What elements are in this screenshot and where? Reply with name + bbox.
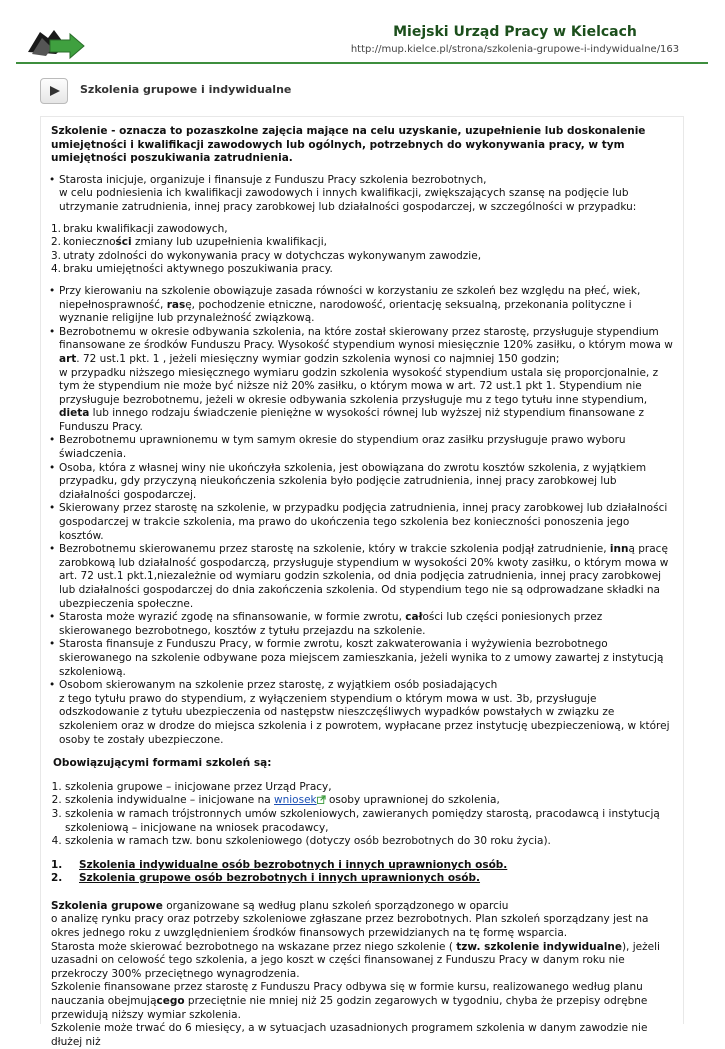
list-item: 3. szkolenia w ramach trójstronnych umów szkoleniowych, zawieranych pomiędzy starostą, pracodawcą i instytucją szkoleniową – inicjowane na wniosek pracodawcy, (65, 808, 673, 835)
section-arrow-button[interactable] (40, 78, 68, 104)
list-item: • Osoba, która z własnej winy nie ukończyła szkolenia, jest obowiązana do zwrotu kosztów szkolenia, z wyjątkiem przypadku, gdy przyczyną nieukończenia szkolenia było podjęcie zatrudnienia, innej pracy zarobkowej lub działalności gospodarczej. (51, 462, 673, 503)
cases-list (51, 223, 673, 277)
list-item: • Przy kierowaniu na szkolenie obowiązuje zasada równości w korzystaniu ze szkoleń bez względu na płeć, wiek, niepełnosprawność, rasę, pochodzenie etniczne, narodowość, orientację seksualną, przekonania polityczne i wyznanie religijne lub przynależność związkową. (51, 285, 673, 326)
list-item: • Starosta inicjuje, organizuje i finansuje z Funduszu Pracy szkolenia bezrobotnych, w celu podniesienia ich kwalifikacji zawodowych i innych kwalifikacji, zwiększających szansę na podjęcie lub utrzymanie zatrudnienia, innej pracy zarobkowej lub działalności gospodarczej, w szczególności w przypadku: (51, 174, 673, 215)
list-item: 2. szkolenia indywidualne – inicjowane na wniosek osoby uprawnionej do szkolenia, (65, 794, 673, 808)
group-training-link[interactable]: Szkolenia grupowe osób bezrobotnych i innych uprawnionych osób. (79, 872, 481, 885)
list-item: • Bezrobotnemu skierowanemu przez starostę na szkolenie, który w trakcie szkolenia podjął zatrudnienie, inną pracę zarobkową lub działalność gospodarczą, przysługuje stypendium w wysokości 20% kwoty zasiłku, o którym mowa w art. 72 ust.1 pkt.1,niezależnie od wymiaru godzin szkolenia, od dnia podjęcia zatrudnienia, innej pracy zarobkowej lub działalności gospodarczej do dnia zakończenia szkolenia. Od stypendium tego nie są odprowadzane składki na ubezpieczenia społeczne. (51, 543, 673, 611)
section-header (40, 78, 680, 106)
list-item: 2. konieczności zmiany lub uzupełnienia kwalifikacji, (51, 236, 327, 249)
site-title: Miejski Urząd Pracy w Kielcach (393, 24, 637, 40)
list-item: • Bezrobotnemu w okresie odbywania szkolenia, na które został skierowany przez starostę, przysługuje stypendium finansowane ze środków Funduszu Pracy. Wysokość stypendium wynosi miesięcznie 120% zasiłku, o którym mowa w art. 72 ust.1 pkt. 1 , jeżeli miesięczny wymiar godzin szkolenia wynosi co najmniej 150 godzin; w przypadku niższego miesięcznego wymiaru godzin szkolenia wysokość stypendium ustala się proporcjonalnie, z tym że stypendium nie może być niższe niż 20% zasiłku, o którym mowa w art. 72 ust.1 pkt 1. Stypendium nie przysługuje bezrobotnemu, jeżeli w okresie odbywania szkolenia przysługuje mu z tego tytułu inne stypendium, dieta lub innego rodzaju świadczenie pieniężne w wysokości równej lub wyższej niż stypendium finansowane z Funduszu Pracy. (51, 326, 673, 435)
group-training-paragraph: Szkolenia grupowe organizowane są według planu szkoleń sporządzonego w oparciu o analizę rynku pracy oraz potrzeby szkoleniowe zgłaszane przez bezrobotnych. Plan szkoleń sporządzany jest na okres jednego roku z uwzględnieniem środków finansowych przewidzianych na tę formę wsparcia. Starosta może skierować bezrobotnego na wskazane przez niego szkolenie ( tzw. szkolenie indywidualne), jeżeli uzasadni on celowość tego szkolenia, a jego koszt w części finansowanej z Funduszu Pracy w danym roku nie przekroczy 300% przeciętnego wynagrodzenia. Szkolenie finansowane przez starostę z Funduszu Pracy odbywa się w formie kursu, realizowanego według planu nauczania obejmującego przeciętnie nie mniej niż 25 godzin zegarowych w tygodniu, chyba że przepisy odrębne przewidują niższy wymiar szkolenia. Szkolenie może trwać do 6 miesięcy, a w sytuacjach uzasadnionych programem szkolenia w danym zawodzie nie dłużej niż (51, 899, 660, 1048)
list-item: 2. Szkolenia grupowe osób bezrobotnych i innych uprawnionych osób. (51, 872, 481, 885)
individual-training-link[interactable]: Szkolenia indywidualne osób bezrobotnych i innych uprawnionych osób. (79, 858, 508, 871)
list-item: 1. braku kwalifikacji zawodowych, (51, 222, 228, 235)
list-item: 4. szkolenia w ramach tzw. bonu szkoleniowego (dotyczy osób bezrobotnych do 30 roku życia). (65, 835, 673, 849)
section-title: Szkolenia grupowe i indywidualne (80, 83, 292, 96)
header-divider (16, 62, 708, 64)
list-item: • Starosta finansuje z Funduszu Pracy, w formie zwrotu, koszt zakwaterowania i wyżywienia bezrobotnego skierowanego na szkolenie odbywane poza miejscem zamieszkania, jeżeli wynika to z umowy zawartej z instytucją szkoleniową. (51, 638, 673, 679)
list-item: 1. szkolenia grupowe – inicjowane przez Urząd Pracy, (65, 781, 673, 795)
list-item: • Starosta może wyrazić zgodę na sfinansowanie, w formie zwrotu, całości lub części poniesionych przez skierowanego bezrobotnego, kosztów z tytułu przejazdu na szkolenie. (51, 611, 673, 638)
site-header (16, 18, 708, 62)
list-item: 3. utraty zdolności do wykonywania pracy w dotychczas wykonywanym zawodzie, (51, 249, 482, 262)
bullet-list-initiation (51, 174, 673, 215)
wniosek-link[interactable]: wniosek (274, 794, 317, 807)
intro-definition: Szkolenie - oznacza to pozaszkolne zajęcia mające na celu uzyskanie, uzupełnienie lub doskonalenie umiejętności i kwalifikacji zawodowych lub ogólnych, potrzebnych do wykonywania pracy, w tym umiejętności poszukiwania zatrudnienia. (51, 125, 646, 165)
list-item: 4. braku umiejętności aktywnego poszukiwania pracy. (51, 263, 333, 276)
external-link-icon (317, 795, 326, 804)
list-item: • Bezrobotnemu uprawnionemu w tym samym okresie do stypendium oraz zasiłku przysługuje prawo wyboru świadczenia. (51, 434, 673, 461)
logo-icon (26, 24, 90, 64)
play-arrow-icon (49, 85, 61, 97)
article-content (40, 116, 684, 1048)
list-item: 1. Szkolenia indywidualne osób bezrobotnych i innych uprawnionych osób. (51, 858, 508, 871)
site-url: http://mup.kielce.pl/strona/szkolenia-grupowe-i-indywidualne/163 (350, 44, 680, 55)
list-item: • Osobom skierowanym na szkolenie przez starostę, z wyjątkiem osób posiadających z tego tytułu prawo do stypendium, z wyłączeniem stypendium o którym mowa w ust. 3b, przysługuje odszkodowanie z tytułu ubezpieczenia od następstw nieszczęśliwych wypadków powstałych w związku ze szkoleniem oraz w drodze do miejsca szkolenia i z powrotem, wypłacane przez instytucję ubezpieczeniową, w której osoby te zostały ubezpieczone. (51, 679, 673, 747)
forms-heading: Obowiązującymi formami szkoleń są: (53, 757, 272, 770)
list-item: • Skierowany przez starostę na szkolenie, w przypadku podjęcia zatrudnienia, innej pracy zarobkowej lub działalności gospodarczej w trakcie szkolenia, ma prawo do ukończenia tego szkolenia bez konieczności ponoszenia jego kosztów. (51, 502, 673, 543)
training-links-list (51, 859, 673, 886)
rules-list (51, 285, 673, 747)
forms-list (51, 781, 673, 849)
